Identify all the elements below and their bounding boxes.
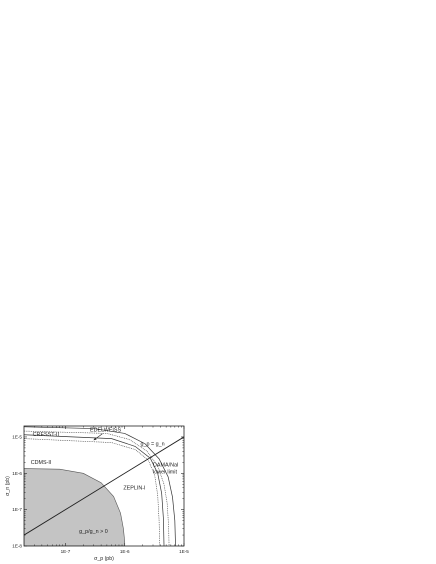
y-axis-title: σ_n (pb) bbox=[5, 476, 11, 496]
annotation-edelweiss: EDELWEISS bbox=[90, 427, 122, 434]
annotation-g-p-g-n: g_p = g_n bbox=[140, 441, 165, 448]
y-tick-label: 1E-5 bbox=[12, 434, 22, 440]
annotation-lower-limit: lower limit bbox=[153, 469, 177, 476]
annotation-zeplin-i: ZEPLIN-I bbox=[123, 485, 146, 492]
shaded-region-cdms-ii bbox=[24, 469, 125, 546]
x-tick-label: 1E-5 bbox=[179, 549, 189, 554]
x-tick-label: 1E-7 bbox=[60, 549, 71, 554]
x-tick-label: 1E-6 bbox=[119, 549, 130, 554]
y-tick-label: 1E-6 bbox=[12, 470, 22, 476]
y-tick-label: 1E-7 bbox=[12, 507, 22, 513]
annotation-cdms-ii: CDMS-II bbox=[30, 460, 52, 467]
annotation-dama-nai: DAMA/NaI bbox=[153, 462, 179, 469]
annotation-cresst-ii: CRESST-II bbox=[32, 432, 60, 439]
y-tick-label: 1E-8 bbox=[12, 543, 22, 549]
annotation-g-p-g-n-0: g_p/g_n > 0 bbox=[79, 528, 108, 535]
x-axis-title: σ_p (pb) bbox=[94, 556, 114, 562]
